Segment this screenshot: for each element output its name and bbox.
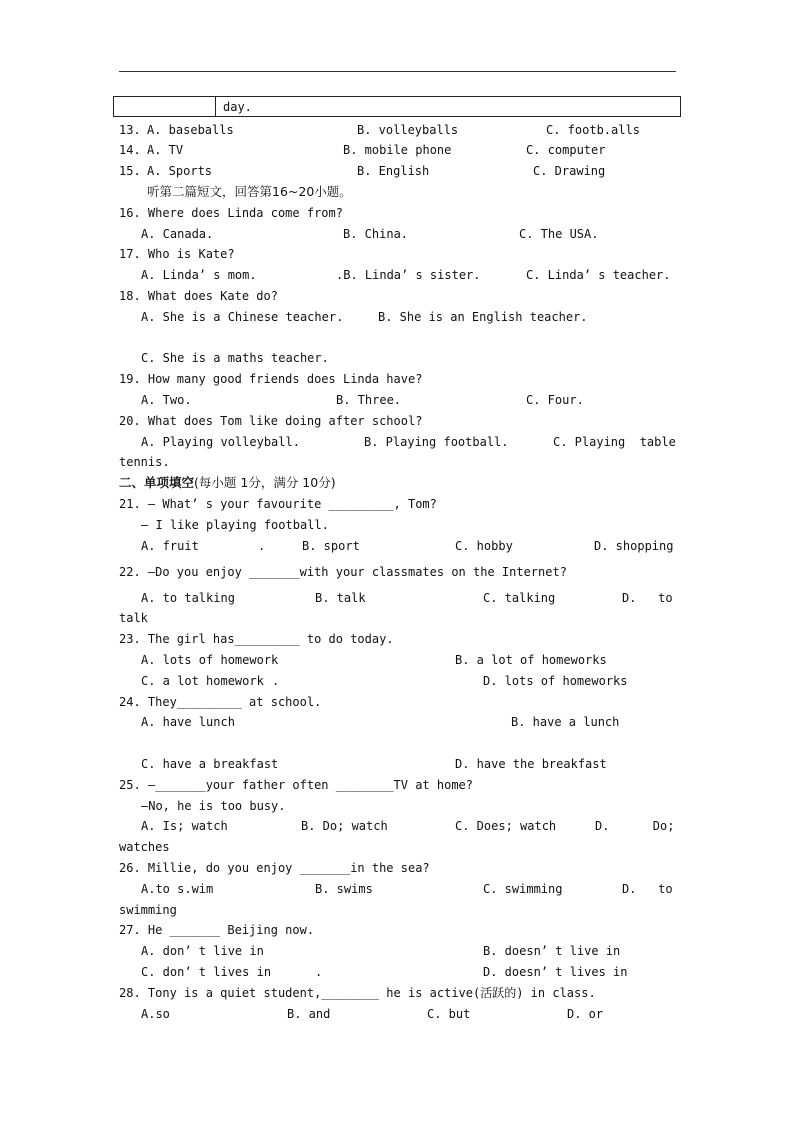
q17-option-c: C. Linda’ s teacher. xyxy=(526,268,671,282)
q13-option-a: A. baseballs xyxy=(147,123,234,137)
q24-option-b: B. have a lunch xyxy=(511,715,620,729)
q28-option-a: A.so xyxy=(141,1007,170,1021)
q27-option-c: C. don’ t lives in xyxy=(141,965,272,979)
q27-option-a: A. don’ t live in xyxy=(141,944,264,958)
q21-option-d: D. shopping xyxy=(594,539,674,553)
q25-option-b: B. Do; watch xyxy=(301,819,388,833)
table-cell-text: day. xyxy=(223,100,252,114)
q15-option-c: C. Drawing xyxy=(533,164,606,178)
q13-number: 13. xyxy=(119,123,141,137)
q22-option-d: D. to xyxy=(622,591,673,605)
q22-stem: 22. —Do you enjoy _______with your classmates on the Internet? xyxy=(119,565,567,579)
q26-option-c: C. swimming xyxy=(483,882,563,896)
q26-stem: 26. Millie, do you enjoy _______in the sea? xyxy=(119,861,430,875)
header-rule xyxy=(119,71,676,72)
q26-option-d-wrap: swimming xyxy=(119,903,177,917)
table-cell-empty xyxy=(114,97,216,116)
q14-number: 14. xyxy=(119,143,141,157)
q28-stem: 28. Tony is a quiet student,________ he is active(活跃的) in class. xyxy=(119,986,596,1000)
q17-option-a: A. Linda’ s mom. xyxy=(141,268,257,282)
q22-option-a: A. to talking xyxy=(141,591,235,605)
q21-stray-dot: . xyxy=(258,539,266,553)
q18-option-c: C. She is a maths teacher. xyxy=(141,351,329,365)
q17-stem: 17. Who is Kate? xyxy=(119,247,235,261)
q21-option-b: B. sport xyxy=(302,539,360,553)
q20-stem: 20. What does Tom like doing after school? xyxy=(119,414,423,428)
answer-table-fragment xyxy=(113,96,681,117)
q28-option-c: C. but xyxy=(427,1007,471,1021)
q22-option-c: C. talking xyxy=(483,591,556,605)
q20-option-b: B. Playing football. xyxy=(364,435,509,449)
q23-option-c: C. a lot homework xyxy=(141,674,264,688)
q26-option-d: D. to xyxy=(622,882,673,896)
q24-option-c: C. have a breakfast xyxy=(141,757,279,771)
q13-option-c: C. footb.alls xyxy=(546,123,640,137)
q25-option-d: D. Do; xyxy=(595,819,675,833)
q20-option-c: C. Playing table xyxy=(553,435,676,449)
q19-stem: 19. How many good friends does Linda have? xyxy=(119,372,423,386)
q24-stem: 24. They_________ at school. xyxy=(119,695,322,709)
q19-option-c: C. Four. xyxy=(526,393,584,407)
q23-option-a: A. lots of homework xyxy=(141,653,279,667)
q27-stem: 27. He _______ Beijing now. xyxy=(119,923,315,937)
q25-stem: 25. —_______your father often ________TV at home? xyxy=(119,778,474,792)
q14-option-c: C. computer xyxy=(526,143,606,157)
q17-option-b: .B. Linda’ s sister. xyxy=(336,268,481,282)
q15-number: 15. xyxy=(119,164,141,178)
q16-option-c: C. The USA. xyxy=(519,227,599,241)
q23-stray-dot: . xyxy=(272,674,280,688)
q20-option-c-wrap: tennis. xyxy=(119,455,170,469)
q28-option-d: D. or xyxy=(567,1007,604,1021)
q22-option-d-wrap: talk xyxy=(119,611,148,625)
q27-option-b: B. doesn’ t live in xyxy=(483,944,621,958)
section2-title: 二、单项填空 xyxy=(119,475,195,490)
q25-reply: —No, he is too busy. xyxy=(141,799,286,813)
q20-option-a: A. Playing volleyball. xyxy=(141,435,300,449)
section-intro: 听第二篇短文，回答第16~20小题。 xyxy=(147,184,352,199)
q28-option-b: B. and xyxy=(287,1007,331,1021)
q25-option-a: A. Is; watch xyxy=(141,819,228,833)
q21-stem: 21. — What’ s your favourite _________, Tom? xyxy=(119,497,437,511)
q23-option-d: D. lots of homeworks xyxy=(483,674,628,688)
q21-reply: — I like playing football. xyxy=(141,518,329,532)
q19-option-b: B. Three. xyxy=(336,393,402,407)
section2-note: (每小题 1分，满分 10分) xyxy=(194,475,336,490)
q18-option-b: B. She is an English teacher. xyxy=(378,310,588,324)
q23-option-b: B. a lot of homeworks xyxy=(455,653,607,667)
q24-option-a: A. have lunch xyxy=(141,715,235,729)
q15-option-b: B. English xyxy=(357,164,430,178)
q22-option-b: B. talk xyxy=(315,591,366,605)
q14-option-b: B. mobile phone xyxy=(343,143,452,157)
section2-header xyxy=(119,476,336,490)
q23-stem: 23. The girl has_________ to do today. xyxy=(119,632,394,646)
q25-option-d-wrap: watches xyxy=(119,840,170,854)
q18-stem: 18. What does Kate do? xyxy=(119,289,278,303)
q21-option-a: A. fruit xyxy=(141,539,199,553)
q26-option-a: A.to s.wim xyxy=(141,882,214,896)
q16-stem: 16. Where does Linda come from? xyxy=(119,206,343,220)
q13-option-b: B. volleyballs xyxy=(357,123,459,137)
q24-option-d: D. have the breakfast xyxy=(455,757,607,771)
q18-option-a: A. She is a Chinese teacher. xyxy=(141,310,344,324)
q15-option-a: A. Sports xyxy=(147,164,213,178)
q14-option-a: A. TV xyxy=(147,143,184,157)
q16-option-a: A. Canada. xyxy=(141,227,214,241)
q25-option-c: C. Does; watch xyxy=(455,819,557,833)
q16-option-b: B. China. xyxy=(343,227,409,241)
q27-option-d: D. doesn’ t lives in xyxy=(483,965,628,979)
q19-option-a: A. Two. xyxy=(141,393,192,407)
q26-option-b: B. swims xyxy=(315,882,373,896)
q27-stray-dot: . xyxy=(315,965,323,979)
q21-option-c: C. hobby xyxy=(455,539,513,553)
